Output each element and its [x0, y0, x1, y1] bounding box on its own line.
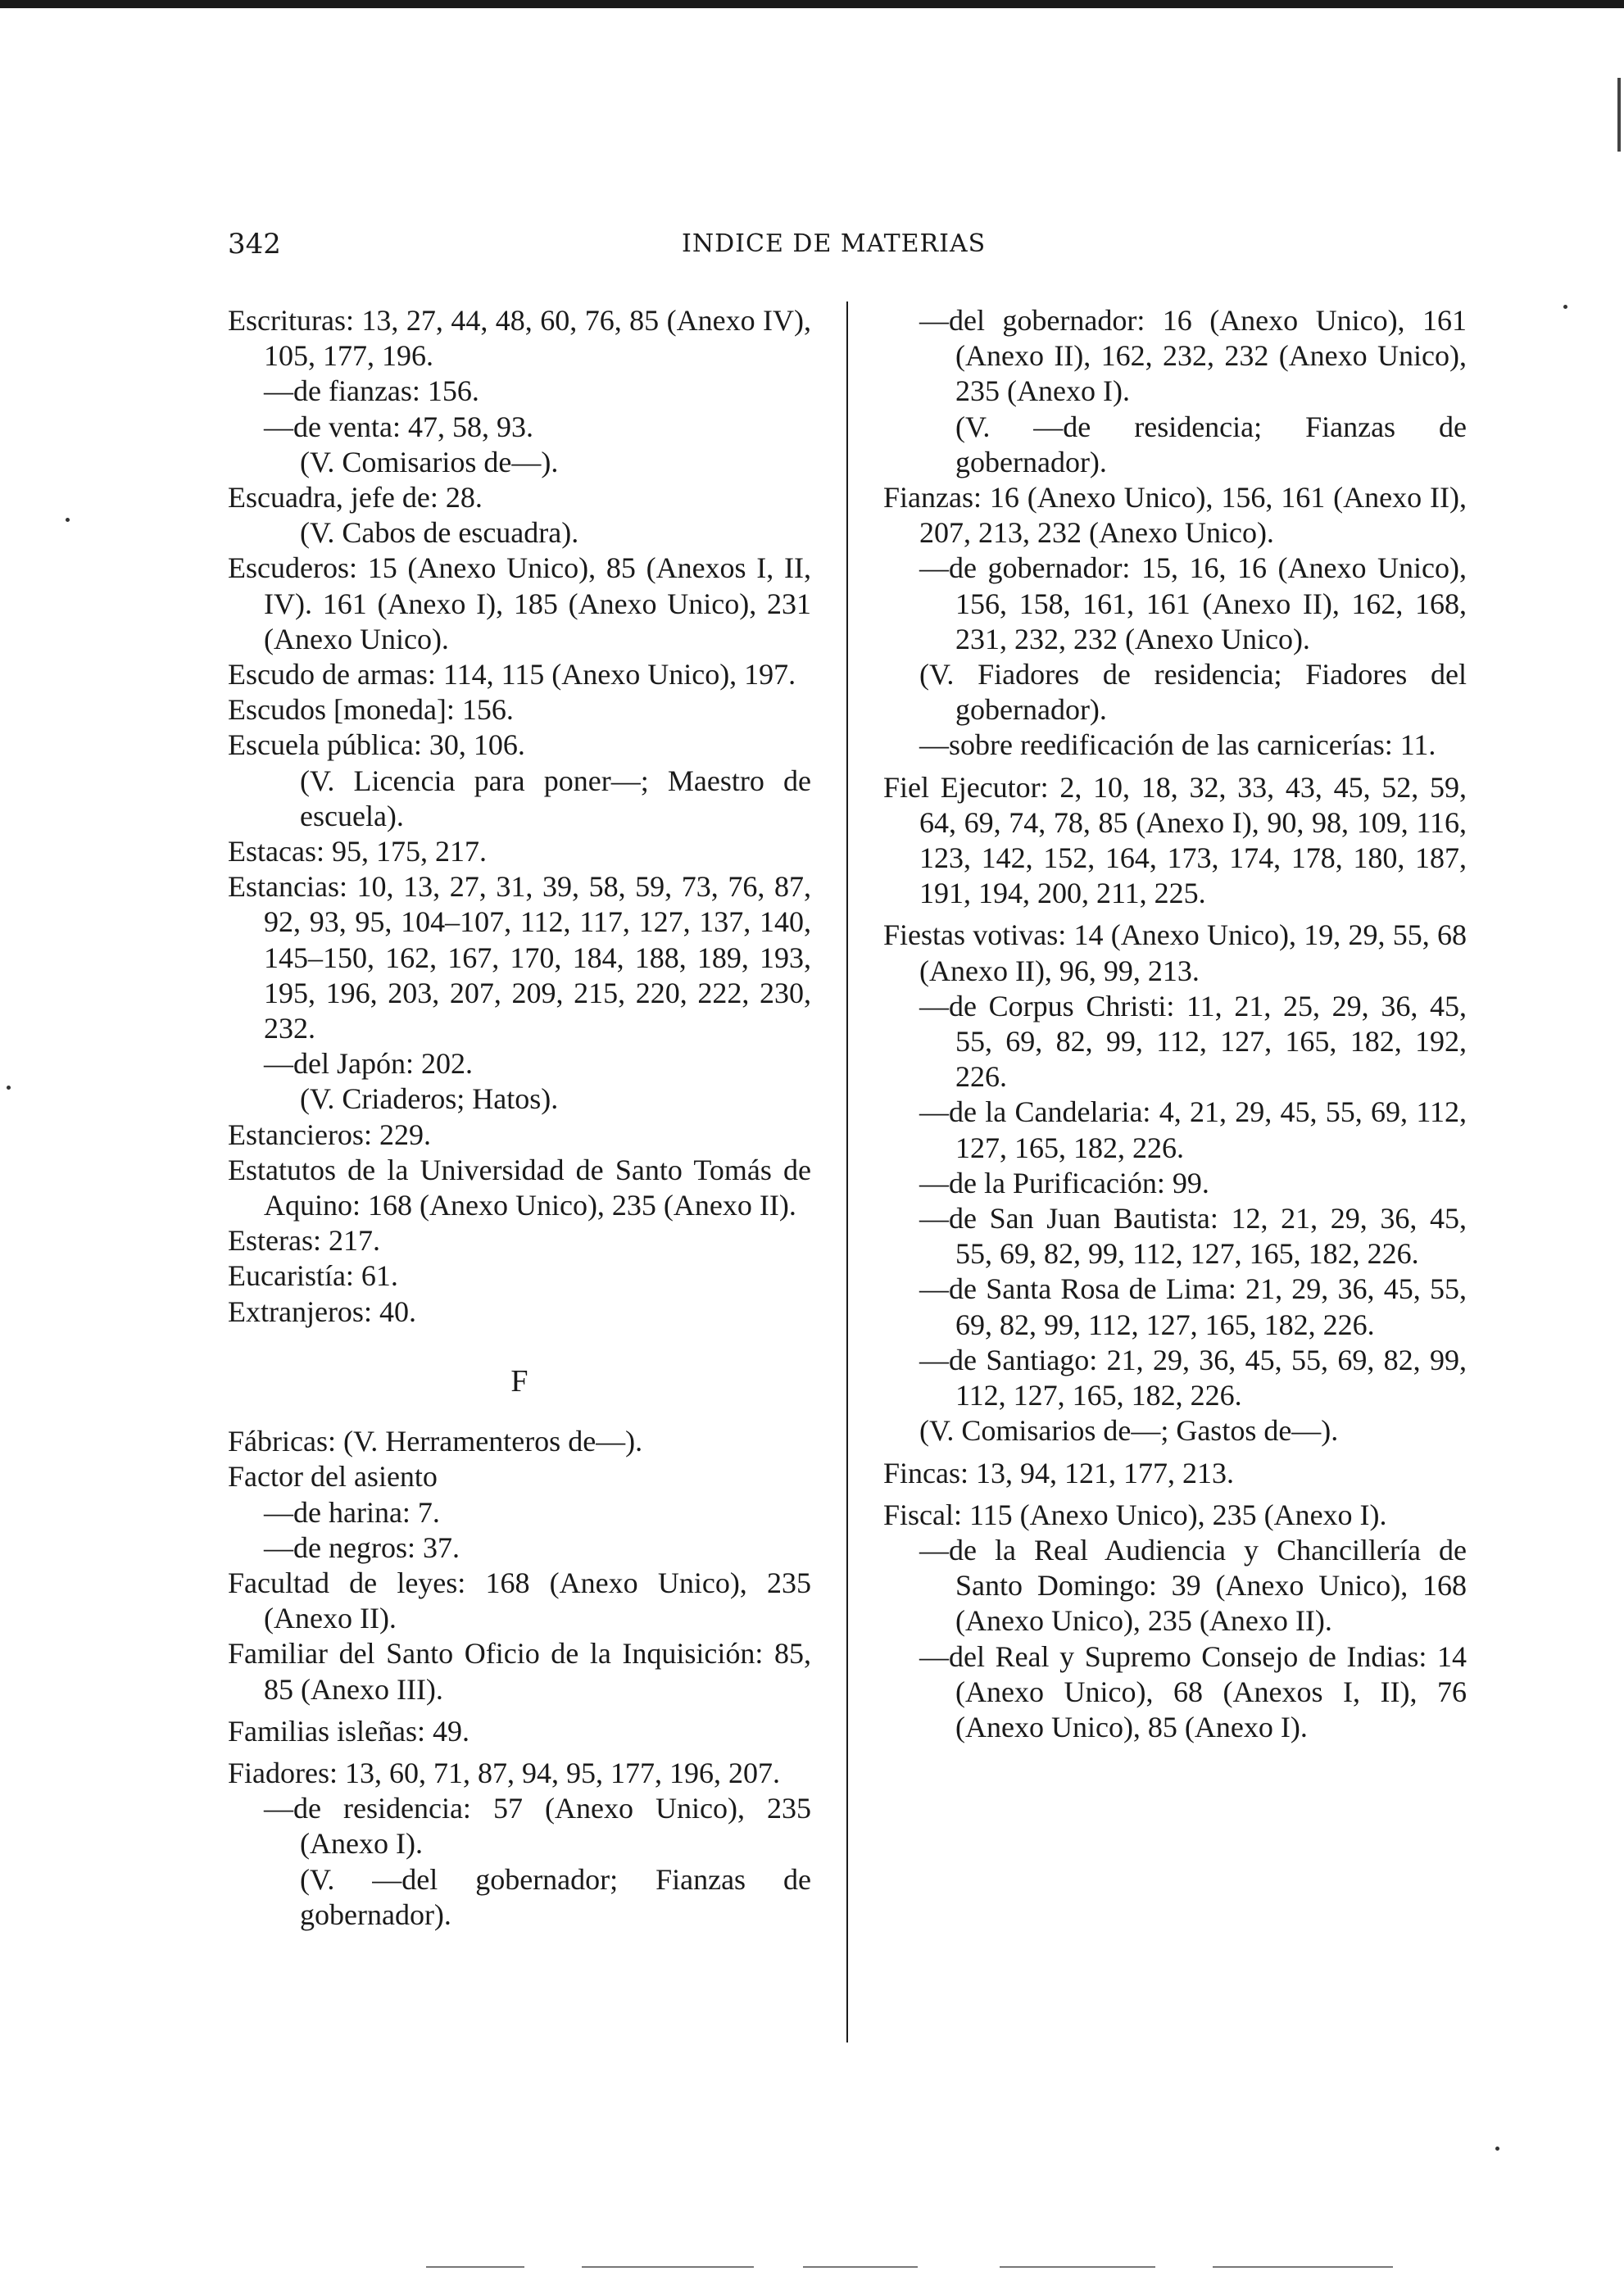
index-entry: Escuderos: 15 (Anexo Unico), 85 (Anexos I, II, IV). 161 (Anexo I), 185 (Anexo Unico), 231 (Anexo Unico). [228, 551, 811, 655]
index-entry: Facultad de leyes: 168 (Anexo Unico), 235 (Anexo II). [228, 1566, 811, 1635]
index-subentry: —de Corpus Christi: 11, 21, 25, 29, 36, 45, 55, 69, 82, 99, 112, 127, 165, 182, 192, 226. [919, 989, 1467, 1094]
scan-speck [7, 1086, 11, 1090]
running-head: INDICE DE MATERIAS [682, 229, 987, 258]
index-entry: Fincas: 13, 94, 121, 177, 213. [883, 1456, 1234, 1489]
index-subentry: —de fianzas: 156. [264, 374, 479, 408]
index-entry: Estancieros: 229. [228, 1118, 431, 1151]
index-subentry: (V. Fiadores de residencia; Fiadores del gobernador). [919, 658, 1467, 727]
right-column [883, 303, 1467, 1745]
index-entry: Escuela pública: 30, 106. [228, 728, 525, 762]
index-subentry: —de Santa Rosa de Lima: 21, 29, 36, 45, 55, 69, 82, 99, 112, 127, 165, 182, 226. [919, 1272, 1467, 1341]
index-entry: Esteras: 217. [228, 1224, 380, 1258]
index-subentry: —de venta: 47, 58, 93. [264, 410, 533, 443]
index-subentry: —sobre reedificación de las carnicerías: 11. [919, 728, 1436, 762]
index-subentry: —de San Juan Bautista: 12, 21, 29, 36, 45, 55, 69, 82, 99, 112, 127, 165, 182, 226. [919, 1202, 1467, 1271]
index-subentry: —de harina: 7. [264, 1495, 440, 1529]
page-number: 342 [228, 228, 281, 261]
index-entry: Familias isleñas: 49. [228, 1714, 470, 1748]
index-subentry: —del Japón: 202. [264, 1047, 473, 1081]
index-entry: Familiar del Santo Oficio de la Inquisición: 85, 85 (Anexo III). [228, 1637, 811, 1706]
section-letter: F [510, 1363, 528, 1399]
index-entry: Estatutos de la Universidad de Santo Tomás de Aquino: 168 (Anexo Unico), 235 (Anexo II). [228, 1153, 811, 1222]
index-subentry: —de gobernador: 15, 16, 16 (Anexo Unico), 156, 158, 161, 161 (Anexo II), 162, 168, 231, 232, 232 (Anexo Unico). [919, 551, 1467, 655]
index-entry: Factor del asiento [228, 1460, 438, 1494]
index-entry: Escudo de armas: 114, 115 (Anexo Unico), 197. [228, 658, 796, 691]
index-entry: Fiscal: 115 (Anexo Unico), 235 (Anexo I). [883, 1498, 1387, 1531]
left-column [228, 303, 811, 1933]
index-subentry: (V. —del gobernador; Fianzas de gobernador). [300, 1862, 811, 1931]
index-entry: Eucaristía: 61. [228, 1259, 398, 1293]
index-entry: Escrituras: 13, 27, 44, 48, 60, 76, 85 (Anexo IV), 105, 177, 196. [228, 304, 811, 373]
scan-speck [66, 518, 70, 522]
index-subentry: (V. Licencia para poner—; Maestro de escuela). [300, 764, 811, 832]
index-subentry: —de la Real Audiencia y Chancillería de Santo Domingo: 39 (Anexo Unico), 168 (Anexo Unico), 235 (Anexo II). [919, 1533, 1467, 1638]
index-entry: Fiel Ejecutor: 2, 10, 18, 32, 33, 43, 45, 52, 59, 64, 69, 74, 78, 85 (Anexo I), 90, 98, 109, 116, 123, 142, 152, 164, 173, 174, 178, 180, 187, 191, 194, 200, 211, 225. [883, 770, 1467, 910]
right-entries [883, 303, 1467, 1745]
index-subentry: (V. Comisarios de—). [300, 445, 559, 478]
index-entry: Estacas: 95, 175, 217. [228, 835, 487, 868]
column-divider [846, 301, 848, 2042]
index-entry: Fiadores: 13, 60, 71, 87, 94, 95, 177, 196, 207. [228, 1756, 780, 1789]
index-subentry: —de negros: 37. [264, 1530, 460, 1564]
index-subentry: —de residencia: 57 (Anexo Unico), 235 (Anexo I). [264, 1792, 811, 1861]
index-entry: Escudos [moneda]: 156. [228, 693, 514, 727]
bottom-scan-marks [426, 2266, 1409, 2269]
index-subentry: (V. Criaderos; Hatos). [300, 1082, 559, 1116]
index-entry: Fianzas: 16 (Anexo Unico), 156, 161 (Anexo II), 207, 213, 232 (Anexo Unico). [883, 481, 1467, 550]
index-subentry: —de Santiago: 21, 29, 36, 45, 55, 69, 82, 99, 112, 127, 165, 182, 226. [919, 1343, 1467, 1412]
index-entry: Estancias: 10, 13, 27, 31, 39, 58, 59, 73, 76, 87, 92, 93, 95, 104–107, 112, 117, 127, 137, 140, 145–150, 162, 167, 170, 184, 188, 189, 193, 195, 196, 203, 207, 209, 215, 220, 222, 230, 232. [228, 870, 811, 1045]
index-subentry: —del gobernador: 16 (Anexo Unico), 161 (Anexo II), 162, 232, 232 (Anexo Unico), 235 (Anexo I). [919, 304, 1467, 408]
page-edge-mark [1617, 78, 1621, 152]
index-subentry: (V. Comisarios de—; Gastos de—). [919, 1414, 1339, 1448]
index-subentry: —de la Purificación: 99. [919, 1166, 1209, 1199]
index-subentry: (V. —de residencia; Fianzas de gobernador). [955, 410, 1467, 478]
scan-speck [1563, 305, 1567, 309]
left-entries-e [228, 303, 811, 1330]
index-subentry: (V. Cabos de escuadra). [300, 516, 579, 550]
left-entries-f [228, 1424, 811, 1933]
index-entry: Extranjeros: 40. [228, 1294, 416, 1328]
top-rule [0, 0, 1624, 8]
index-entry: Fábricas: (V. Herramenteros de—). [228, 1425, 643, 1458]
scan-speck [1495, 2147, 1499, 2151]
index-subentry: —de la Candelaria: 4, 21, 29, 45, 55, 69, 112, 127, 165, 182, 226. [919, 1095, 1467, 1164]
index-entry: Fiestas votivas: 14 (Anexo Unico), 19, 29, 55, 68 (Anexo II), 96, 99, 213. [883, 918, 1467, 987]
index-entry: Escuadra, jefe de: 28. [228, 481, 483, 515]
index-subentry: —del Real y Supremo Consejo de Indias: 14 (Anexo Unico), 68 (Anexos I, II), 76 (Anexo Unico), 85 (Anexo I). [919, 1639, 1467, 1743]
